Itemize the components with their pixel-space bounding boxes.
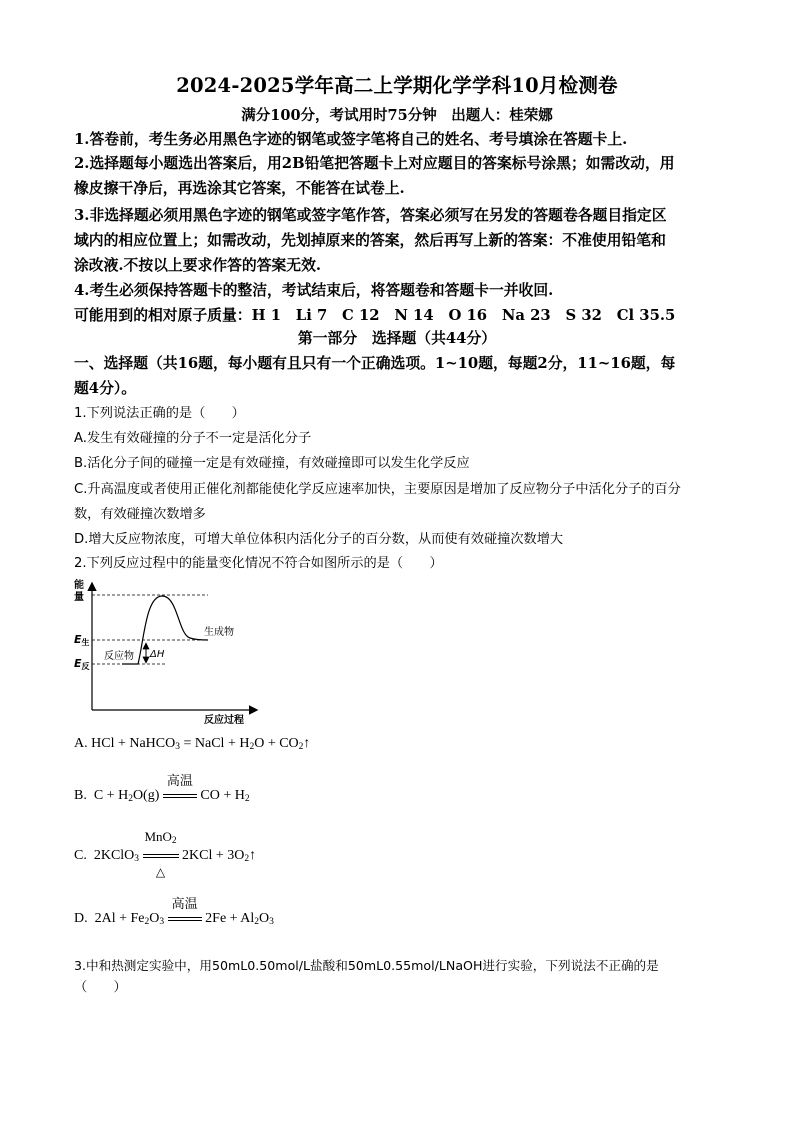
- instruction-3a: 3.非选择题必须用黑色字迹的钢笔或签字笔作答，答案必须写在另发的答题卷各题目指定区: [74, 207, 667, 224]
- product-label: 生成物: [204, 627, 234, 638]
- q1-stem: 1.下列说法正确的是（ ）: [74, 406, 245, 421]
- reactant-label: 反应物: [104, 651, 134, 662]
- section-heading-line1: 一、选择题（共16题，每小题有且只有一个正确选项。1~10题，每题2分，11~16题，每: [74, 355, 676, 372]
- energy-curve: [122, 596, 208, 664]
- atomic-masses: 可能用到的相对原子质量：H 1 Li 7 C 12 N 14 O 16 Na 23 S 32 Cl 35.5: [74, 307, 676, 324]
- y-axis-label-2: 量: [74, 592, 84, 603]
- q1-option-b: B.活化分子间的碰撞一定是有效碰撞，有效碰撞即可以发生化学反应: [74, 456, 470, 471]
- instruction-3b: 域内的相应位置上；如需改动，先划掉原来的答案，然后再写上新的答案：不准使用铅笔和: [74, 232, 666, 249]
- instruction-1: 1.答卷前，考生务必用黑色字迹的钢笔或签字笔将自己的姓名、考号填涂在答题卡上.: [74, 131, 628, 148]
- e-reactant-label: E反: [74, 657, 90, 671]
- q2-option-c: C. 2KClO$_3$ MnO$_2$ △ $2KCl + 3O_2↑$: [74, 829, 257, 879]
- q2-stem: 2.下列反应过程中的能量变化情况不符合如图所示的是（ ）: [74, 556, 443, 571]
- q2-option-b: B. $C + H_2O(g)$ 高温 CO + $H_2$: [74, 773, 250, 804]
- condition-high-temp: 高温: [168, 909, 202, 929]
- part1-title: 第一部分 选择题（共44分）: [297, 330, 497, 347]
- q1-option-c-line2: 数，有效碰撞次数增多: [74, 507, 206, 522]
- page-subtitle: 满分100分，考试用时75分钟 出题人：桂荣娜: [241, 107, 553, 124]
- x-axis-label: 反应过程: [204, 715, 244, 724]
- q1-option-a: A.发生有效碰撞的分子不一定是活化分子: [74, 431, 312, 446]
- instruction-4: 4.考生必须保持答题卡的整洁，考试结束后，将答题卷和答题卡一并收回.: [74, 282, 554, 299]
- energy-diagram: [72, 576, 262, 724]
- q3-stem-line2: （ ）: [74, 980, 127, 995]
- instruction-2a: 2.选择题每小题选出答案后，用2B铅笔把答题卡上对应题目的答案标号涂黑；如需改动，用: [74, 155, 675, 172]
- q2-option-d: D. $2Al + Fe_2O_3$ 高温 $2Fe + Al_2O_3$: [74, 896, 274, 927]
- q1-option-d: D.增大反应物浓度，可增大单位体积内活化分子的百分数，从而使有效碰撞次数增大: [74, 532, 564, 547]
- instruction-3c: 涂改液.不按以上要求作答的答案无效.: [74, 257, 322, 274]
- page-title: 2024-2025学年高二上学期化学学科10月检测卷: [176, 74, 618, 97]
- section-heading-line2: 题4分）。: [74, 380, 137, 397]
- q1-option-c-line1: C.升高温度或者使用正催化剂都能使化学反应速率加快，主要原因是增加了反应物分子中活化分子的百分: [74, 482, 681, 497]
- condition-high-temp: 高温: [163, 786, 197, 806]
- instruction-2b: 橡皮擦干净后，再选涂其它答案，不能答在试卷上.: [74, 180, 405, 197]
- e-product-label: E生: [74, 633, 90, 647]
- y-axis-label-1: 能: [74, 580, 84, 591]
- condition-catalyst: MnO$_2$ △: [144, 829, 177, 879]
- q2-option-a: A. HCl + NaHCO$_3$ = NaCl + $H_2O$ + $CO_2↑$: [74, 736, 311, 752]
- delta-h-label: ΔH: [150, 649, 165, 660]
- q3-stem-line1: 3.中和热测定实验中，用50mL0.50mol/L盐酸和50mL0.55mol/LNaOH进行实验，下列说法不正确的是: [74, 958, 659, 973]
